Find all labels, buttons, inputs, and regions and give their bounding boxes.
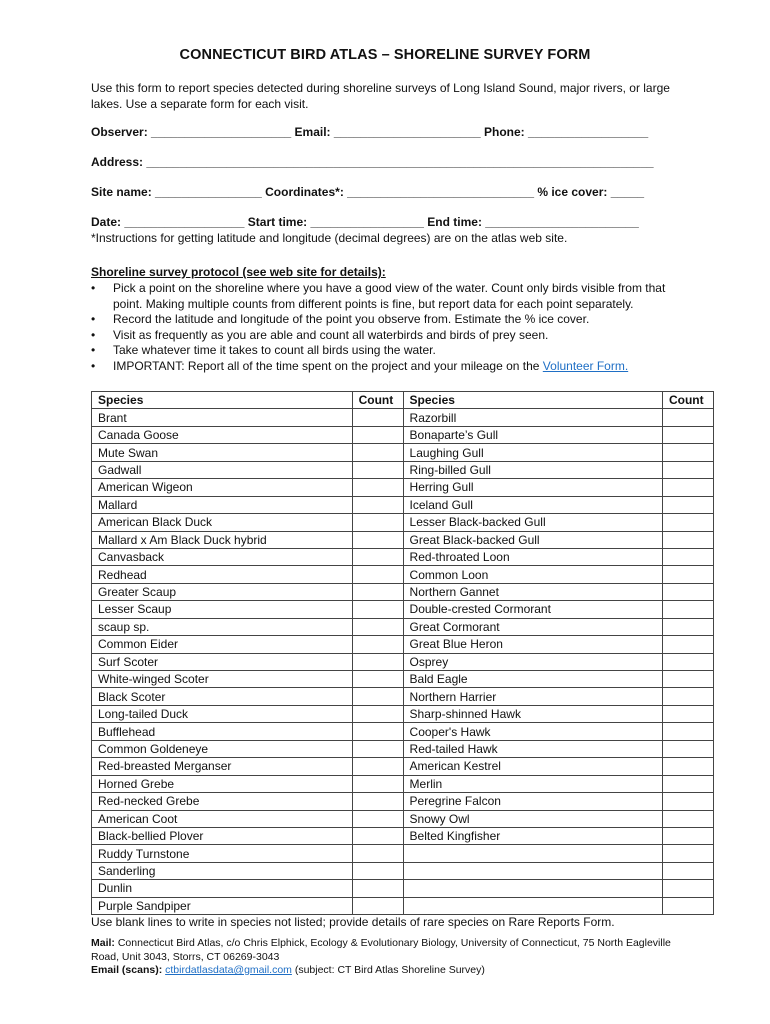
species-cell: Black-bellied Plover bbox=[92, 827, 353, 844]
species-cell: Sanderling bbox=[92, 862, 353, 879]
count-cell[interactable] bbox=[352, 601, 403, 618]
protocol-item: • Visit as frequently as you are able and count all waterbirds and birds of prey seen. bbox=[91, 328, 691, 344]
count-cell[interactable] bbox=[352, 740, 403, 757]
protocol-item bbox=[91, 359, 691, 375]
mail-label: Mail: bbox=[91, 937, 115, 949]
species-cell: Ruddy Turnstone bbox=[92, 845, 353, 862]
volunteer-form-link[interactable]: Volunteer Form. bbox=[542, 358, 629, 373]
table-row bbox=[92, 653, 714, 670]
species-cell: White-winged Scoter bbox=[92, 671, 353, 688]
table-row bbox=[92, 740, 714, 757]
count-cell[interactable] bbox=[352, 845, 403, 862]
table-row bbox=[92, 671, 714, 688]
table-row bbox=[92, 601, 714, 618]
count-cell[interactable] bbox=[662, 880, 713, 897]
count-cell[interactable] bbox=[352, 426, 403, 443]
address-field[interactable]: Address: ____________________________________________________________________________ bbox=[91, 155, 654, 169]
count-cell[interactable] bbox=[352, 531, 403, 548]
count-cell[interactable] bbox=[662, 426, 713, 443]
species-cell: Lesser Scaup bbox=[92, 601, 353, 618]
count-cell[interactable] bbox=[352, 566, 403, 583]
count-cell[interactable] bbox=[662, 688, 713, 705]
count-cell[interactable] bbox=[662, 601, 713, 618]
species-cell: Iceland Gull bbox=[403, 496, 662, 513]
species-cell bbox=[403, 880, 662, 897]
table-row bbox=[92, 705, 714, 722]
species-cell: Red-breasted Merganser bbox=[92, 758, 353, 775]
email-subject: (subject: CT Bird Atlas Shoreline Survey) bbox=[291, 964, 485, 976]
count-cell[interactable] bbox=[352, 479, 403, 496]
species-cell: Gadwall bbox=[92, 461, 353, 478]
count-cell[interactable] bbox=[352, 461, 403, 478]
site-coordinates-ice-fields[interactable]: Site name: ________________ Coordinates*: ____________________________ % ice cover: _____ bbox=[91, 185, 645, 199]
count-cell[interactable] bbox=[352, 827, 403, 844]
count-cell[interactable] bbox=[662, 862, 713, 879]
species-cell: Red-necked Grebe bbox=[92, 793, 353, 810]
species-cell: Ring-billed Gull bbox=[403, 461, 662, 478]
species-cell: Lesser Black-backed Gull bbox=[403, 514, 662, 531]
count-cell[interactable] bbox=[662, 793, 713, 810]
table-row bbox=[92, 723, 714, 740]
count-cell[interactable] bbox=[352, 775, 403, 792]
table-row bbox=[92, 862, 714, 879]
count-cell[interactable] bbox=[352, 862, 403, 879]
species-cell: Great Cormorant bbox=[403, 618, 662, 635]
species-cell: scaup sp. bbox=[92, 618, 353, 635]
table-row bbox=[92, 880, 714, 897]
species-cell: Mute Swan bbox=[92, 444, 353, 461]
coordinates-note: *Instructions for getting latitude and longitude (decimal degrees) are on the atlas web site. bbox=[91, 231, 568, 245]
species-cell: Common Loon bbox=[403, 566, 662, 583]
count-cell[interactable] bbox=[662, 479, 713, 496]
observer-email-phone-fields[interactable]: Observer: _____________________ Email: ______________________ Phone: __________________ bbox=[91, 125, 649, 139]
species-cell: Brant bbox=[92, 409, 353, 426]
count-cell[interactable] bbox=[352, 671, 403, 688]
protocol-item: • Pick a point on the shoreline where you have a good view of the water. Count only birds visible from that point. Making multiple counts from different points is fine, but report data for each point separately. bbox=[91, 281, 691, 312]
species-cell: Peregrine Falcon bbox=[403, 793, 662, 810]
species-cell: Red-throated Loon bbox=[403, 548, 662, 565]
count-cell[interactable] bbox=[662, 583, 713, 600]
table-row bbox=[92, 897, 714, 914]
table-row bbox=[92, 566, 714, 583]
count-cell[interactable] bbox=[662, 740, 713, 757]
count-cell[interactable] bbox=[662, 496, 713, 513]
count-cell[interactable] bbox=[352, 636, 403, 653]
table-row bbox=[92, 583, 714, 600]
species-cell: American Coot bbox=[92, 810, 353, 827]
species-cell: Herring Gull bbox=[403, 479, 662, 496]
species-column-header: Species bbox=[403, 392, 662, 409]
count-cell[interactable] bbox=[352, 723, 403, 740]
species-cell: Red-tailed Hawk bbox=[403, 740, 662, 757]
table-row bbox=[92, 810, 714, 827]
table-row bbox=[92, 514, 714, 531]
protocol-item: • Record the latitude and longitude of the point you observe from. Estimate the % ice cover. bbox=[91, 312, 691, 328]
count-cell[interactable] bbox=[662, 705, 713, 722]
count-cell[interactable] bbox=[352, 496, 403, 513]
count-cell[interactable] bbox=[662, 897, 713, 914]
table-row bbox=[92, 444, 714, 461]
email-label: Email (scans): bbox=[91, 964, 163, 976]
protocol-item-text: IMPORTANT: Report all of the time spent on the project and your mileage on the bbox=[113, 358, 540, 373]
species-cell: Purple Sandpiper bbox=[92, 897, 353, 914]
table-row bbox=[92, 688, 714, 705]
count-cell[interactable] bbox=[352, 705, 403, 722]
count-cell[interactable] bbox=[662, 827, 713, 844]
species-cell: Bonaparte’s Gull bbox=[403, 426, 662, 443]
count-cell[interactable] bbox=[662, 566, 713, 583]
species-cell: Snowy Owl bbox=[403, 810, 662, 827]
species-cell: American Black Duck bbox=[92, 514, 353, 531]
species-cell: Mallard x Am Black Duck hybrid bbox=[92, 531, 353, 548]
species-cell: Long-tailed Duck bbox=[92, 705, 353, 722]
count-cell[interactable] bbox=[352, 444, 403, 461]
protocol-item: • Take whatever time it takes to count all birds using the water. bbox=[91, 343, 691, 359]
mail-info bbox=[91, 937, 691, 978]
count-cell[interactable] bbox=[352, 897, 403, 914]
species-cell: Northern Gannet bbox=[403, 583, 662, 600]
count-cell[interactable] bbox=[662, 461, 713, 478]
species-cell: American Kestrel bbox=[403, 758, 662, 775]
species-cell: Razorbill bbox=[403, 409, 662, 426]
count-cell[interactable] bbox=[662, 531, 713, 548]
species-cell: American Wigeon bbox=[92, 479, 353, 496]
count-cell[interactable] bbox=[352, 880, 403, 897]
table-row bbox=[92, 758, 714, 775]
species-cell: Laughing Gull bbox=[403, 444, 662, 461]
count-cell[interactable] bbox=[352, 618, 403, 635]
intro-text: Use this form to report species detected during shoreline surveys of Long Island Sound, major rivers, or large lakes. Use a separate form for each visit. bbox=[91, 81, 670, 111]
count-cell[interactable] bbox=[352, 688, 403, 705]
species-cell: Bufflehead bbox=[92, 723, 353, 740]
count-cell[interactable] bbox=[352, 793, 403, 810]
count-cell[interactable] bbox=[662, 671, 713, 688]
species-cell: Merlin bbox=[403, 775, 662, 792]
count-cell[interactable] bbox=[352, 653, 403, 670]
species-cell: Dunlin bbox=[92, 880, 353, 897]
table-row bbox=[92, 636, 714, 653]
mail-address: Connecticut Bird Atlas, c/o Chris Elphick, Ecology & Evolutionary Biology, University of Connecticut, 75 North Eagleville Road, Unit 3043, Storrs, CT 06269-3043 bbox=[91, 937, 671, 963]
species-cell: Belted Kingfisher bbox=[403, 827, 662, 844]
count-cell[interactable] bbox=[662, 653, 713, 670]
species-cell: Canvasback bbox=[92, 548, 353, 565]
table-row bbox=[92, 845, 714, 862]
species-count-table bbox=[91, 391, 714, 915]
count-cell[interactable] bbox=[662, 409, 713, 426]
page-title: CONNECTICUT BIRD ATLAS – SHORELINE SURVEY FORM bbox=[179, 47, 591, 63]
species-cell bbox=[403, 862, 662, 879]
species-cell: Cooper's Hawk bbox=[403, 723, 662, 740]
table-header-row bbox=[92, 392, 714, 409]
count-column-header: Count bbox=[662, 392, 713, 409]
table-row bbox=[92, 548, 714, 565]
species-cell: Bald Eagle bbox=[403, 671, 662, 688]
count-cell[interactable] bbox=[352, 810, 403, 827]
count-cell[interactable] bbox=[352, 409, 403, 426]
species-cell: Surf Scoter bbox=[92, 653, 353, 670]
table-row bbox=[92, 479, 714, 496]
species-cell: Canada Goose bbox=[92, 426, 353, 443]
count-cell[interactable] bbox=[662, 723, 713, 740]
table-row bbox=[92, 793, 714, 810]
species-cell: Common Goldeneye bbox=[92, 740, 353, 757]
species-cell bbox=[403, 845, 662, 862]
count-column-header: Count bbox=[352, 392, 403, 409]
protocol-list bbox=[91, 281, 691, 374]
species-cell: Black Scoter bbox=[92, 688, 353, 705]
count-cell[interactable] bbox=[352, 514, 403, 531]
species-cell: Mallard bbox=[92, 496, 353, 513]
count-cell[interactable] bbox=[352, 583, 403, 600]
table-row bbox=[92, 496, 714, 513]
table-row bbox=[92, 461, 714, 478]
species-cell: Great Black-backed Gull bbox=[403, 531, 662, 548]
date-time-fields[interactable]: Date: __________________ Start time: _________________ End time: _______________________ bbox=[91, 215, 639, 229]
table-row bbox=[92, 531, 714, 548]
count-cell[interactable] bbox=[662, 548, 713, 565]
email-link[interactable]: ctbirdatlasdata@gmail.com bbox=[165, 964, 292, 976]
count-cell[interactable] bbox=[662, 618, 713, 635]
species-column-header: Species bbox=[92, 392, 353, 409]
table-row bbox=[92, 827, 714, 844]
count-cell[interactable] bbox=[662, 758, 713, 775]
species-cell: Redhead bbox=[92, 566, 353, 583]
protocol-heading: Shoreline survey protocol (see web site for details): bbox=[91, 265, 386, 279]
species-cell: Double-crested Cormorant bbox=[403, 601, 662, 618]
species-cell: Horned Grebe bbox=[92, 775, 353, 792]
species-table-body bbox=[92, 409, 714, 915]
table-row bbox=[92, 426, 714, 443]
species-cell: Common Eider bbox=[92, 636, 353, 653]
count-cell[interactable] bbox=[662, 444, 713, 461]
table-row bbox=[92, 618, 714, 635]
species-cell: Greater Scaup bbox=[92, 583, 353, 600]
table-row bbox=[92, 775, 714, 792]
count-cell[interactable] bbox=[352, 548, 403, 565]
species-cell: Great Blue Heron bbox=[403, 636, 662, 653]
species-cell: Sharp-shinned Hawk bbox=[403, 705, 662, 722]
count-cell[interactable] bbox=[662, 775, 713, 792]
species-cell bbox=[403, 897, 662, 914]
count-cell[interactable] bbox=[352, 758, 403, 775]
count-cell[interactable] bbox=[662, 636, 713, 653]
table-row bbox=[92, 409, 714, 426]
count-cell[interactable] bbox=[662, 845, 713, 862]
count-cell[interactable] bbox=[662, 810, 713, 827]
species-cell: Osprey bbox=[403, 653, 662, 670]
species-cell: Northern Harrier bbox=[403, 688, 662, 705]
count-cell[interactable] bbox=[662, 514, 713, 531]
blank-lines-note: Use blank lines to write in species not listed; provide details of rare species on Rare Reports Form. bbox=[91, 915, 615, 929]
